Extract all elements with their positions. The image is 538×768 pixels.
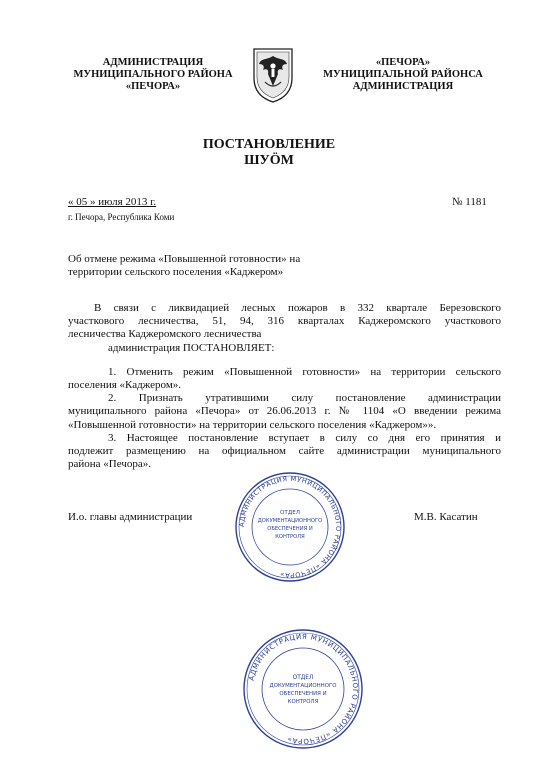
stamp-ring-text: АДМИНИСТРАЦИЯ МУНИЦИПАЛЬНОГО РАЙОНА «ПЕЧОРА» [247, 632, 360, 746]
header-right [318, 57, 488, 93]
item-3-line: подлежит размещению на официальном сайте администрации муниципального [68, 445, 501, 458]
item-1-line: поселения «Каджером». [68, 379, 182, 392]
document-title-komi: ШУÖМ [244, 153, 294, 168]
official-stamp [241, 627, 365, 751]
item-3-line: 3. Настоящее постановление вступает в силу со дня его принятия и [108, 431, 501, 444]
subject-line: Об отмене режима «Повышенной готовности» на [68, 253, 301, 265]
official-stamp [233, 470, 347, 584]
header-right-line: МУНИЦИПАЛЬНОЙ РАЙОНСА [323, 69, 483, 80]
document-date: « 05 » июля 2013 г. [68, 196, 157, 208]
signature-position: И.о. главы администрации [68, 511, 193, 523]
stamp-center-line: ОТДЕЛ [292, 675, 314, 681]
header-left-line: МУНИЦИПАЛЬНОГО РАЙОНА [73, 69, 233, 80]
header-left-line: «ПЕЧОРА» [125, 81, 181, 92]
item-2-line: «Повышенной готовности» на территории сельского поселения «Каджером»». [68, 418, 437, 431]
stamp-center-line: ДОКУМЕНТАЦИОННОГО [269, 683, 337, 689]
document-body [68, 302, 501, 471]
coat-of-arms-icon [251, 46, 295, 104]
subject-line: территории сельского поселения «Каджером» [68, 266, 284, 278]
stamp-ring-text: АДМИНИСТРАЦИЯ МУНИЦИПАЛЬНОГО РАЙОНА «ПЕЧОРА» [237, 474, 343, 580]
resolves-line: администрация ПОСТАНОВЛЯЕТ: [108, 341, 275, 354]
header-right-line: «ПЕЧОРА» [375, 57, 431, 68]
header-left [68, 57, 238, 93]
signature-name: М.В. Касатин [414, 511, 478, 523]
header-right-line: АДМИНИСТРАЦИЯ [352, 81, 454, 92]
item-2-line: муниципального района «Печора» от 26.06.2013 г. № 1104 «О введении режима [68, 405, 501, 418]
stamp-center-line: ОТДЕЛ [280, 510, 300, 516]
document-subject [68, 253, 300, 279]
stamp-center-line: ДОКУМЕНТАЦИОННОГО [257, 518, 323, 524]
header-left-line: АДМИНИСТРАЦИЯ [102, 57, 204, 68]
intro-line: лесничества Каджеромского лесничества [68, 328, 262, 341]
stamp-center-line: ОБЕСПЕЧЕНИЯ И [267, 526, 313, 532]
document-title-ru: ПОСТАНОВЛЕНИЕ [202, 137, 336, 152]
item-1-line: 1. Отменить режим «Повышенной готовности» на территории сельского [108, 365, 501, 378]
document-place: г. Печора, Республика Коми [68, 212, 175, 222]
item-2-line: 2. Признать утратившими силу постановление администрации [108, 392, 501, 405]
document-number: № 1181 [452, 196, 487, 208]
svg-text:АДМИНИСТРАЦИЯ МУНИЦИПАЛЬНОГО Р [248, 633, 359, 745]
stamp-center-line: КОНТРОЛЯ [287, 699, 319, 705]
item-3-line: района «Печора». [68, 458, 152, 471]
document-title [0, 137, 538, 169]
intro-line: участкового лесничества, 51, 94, 316 кварталах Каджеромского участкового [68, 315, 501, 328]
stamp-center-line: КОНТРОЛЯ [275, 534, 305, 540]
stamp-center-line: ОБЕСПЕЧЕНИЯ И [279, 691, 327, 697]
intro-line: В связи с ликвидацией лесных пожаров в 332 квартале Березовского [94, 302, 501, 314]
